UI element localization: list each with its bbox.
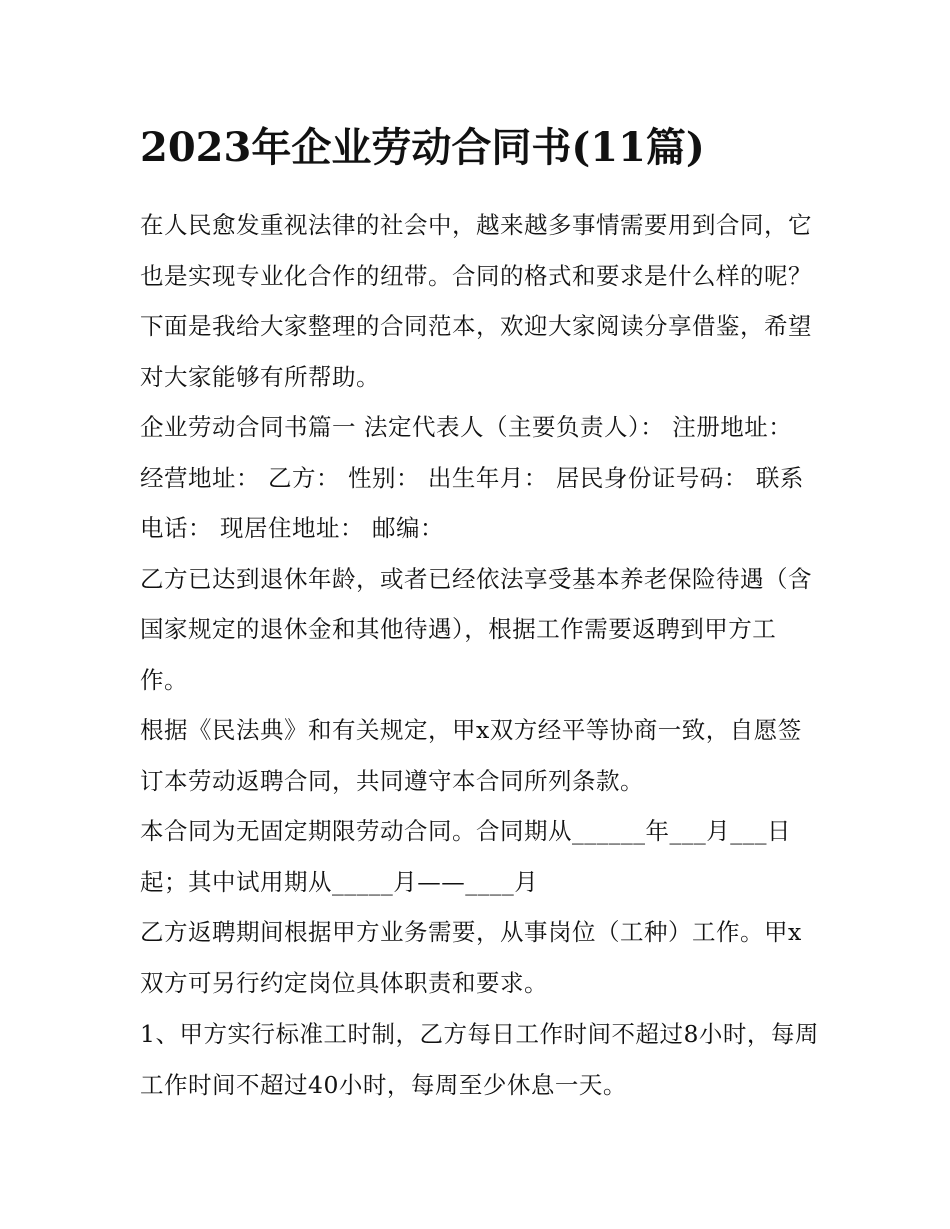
document-page [140,118,820,1110]
working-hours-paragraph: 1、甲方实行标准工时制，乙方每日工作时间不超过8小时，每周工作时间不超过40小时，每周至少休息一天。 [140,1020,819,1099]
retirement-paragraph: 乙方已达到退休年龄，或者已经依法享受基本养老保险待遇（含国家规定的退休金和其他待遇），根据工作需要返聘到甲方工作。 [140,564,812,694]
document-title: 2023年企业劳动合同书(11篇) [140,124,705,171]
position-paragraph: 乙方返聘期间根据甲方业务需要，从事岗位（工种）工作。甲x双方可另行约定岗位具体职责和要求。 [140,918,802,997]
contract-term-paragraph: 本合同为无固定期限劳动合同。合同期从______年___月___日起；其中试用期从_____月——____月 [140,817,791,896]
intro-paragraph: 在人民愈发重视法律的社会中，越来越多事情需要用到合同，它也是实现专业化合作的纽带。合同的格式和要求是什么样的呢？下面是我给大家整理的合同范本，欢迎大家阅读分享借鉴，希望对大家能够有所帮助。 [140,211,812,391]
legal-basis-paragraph: 根据《民法典》和有关规定，甲x双方经平等协商一致，自愿签订本劳动返聘合同，共同遵守本合同所列条款。 [140,716,802,795]
party-info-paragraph: 企业劳动合同书篇一 法定代表人（主要负责人）： 注册地址： 经营地址： 乙方： 性别： 出生年月： 居民身份证号码： 联系电话： 现居住地址： 邮编： [140,413,804,542]
